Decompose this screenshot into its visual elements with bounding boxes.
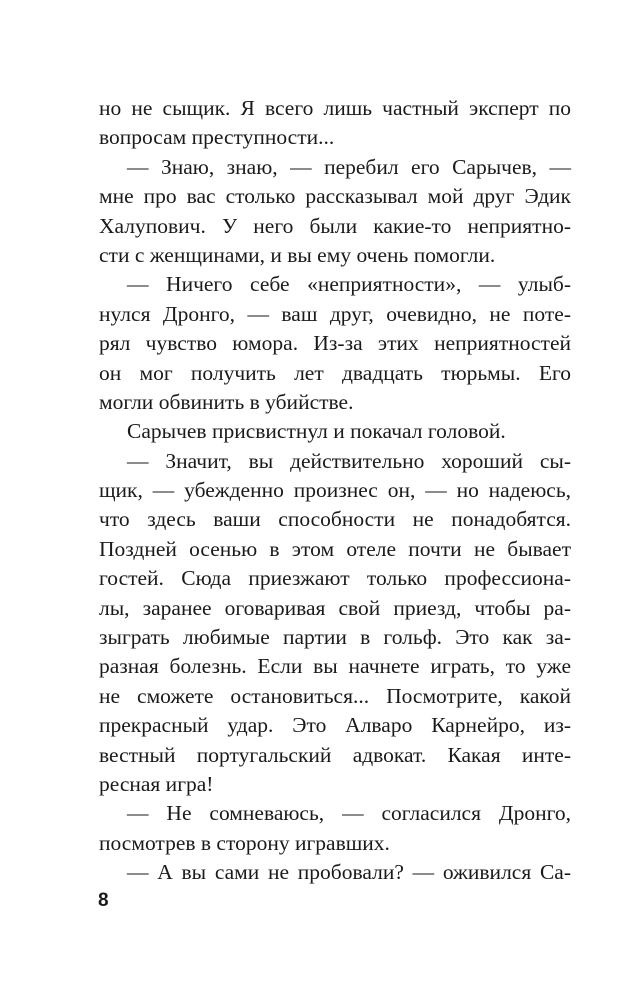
- text-line: зыграть любимые партии в гольф. Это как за-: [99, 625, 571, 650]
- text-line: Сарычев присвистнул и покачал головой.: [127, 419, 506, 444]
- text-line: — Значит, вы действительно хороший сы-: [127, 448, 571, 473]
- text-line: прекрасный удар. Это Алваро Карнейро, из-: [99, 713, 571, 738]
- text-line: разная болезнь. Если вы начнете играть, то уже: [99, 654, 571, 679]
- text-line: могли обвинить в убийстве.: [99, 389, 354, 414]
- text-line: что здесь ваши способности не понадобятся.: [99, 507, 571, 532]
- text-line: мне про вас столько рассказывал мой друг Эдик: [99, 184, 571, 209]
- text-line: — Знаю, знаю, — перебил его Сарычев, —: [127, 154, 571, 179]
- text-line: Поздней осенью в этом отеле почти не бывает: [99, 536, 571, 561]
- text-line: вопросам преступности...: [99, 125, 335, 150]
- text-line: гостей. Сюда приезжают только профессиона-: [99, 566, 571, 591]
- page-number: 8: [98, 890, 109, 911]
- text-line: нулся Дронго, — ваш друг, очевидно, не поте-: [99, 301, 571, 326]
- text-line: лы, заранее оговаривая свой приезд, чтобы ра-: [99, 595, 571, 620]
- text-line: рял чувство юмора. Из-за этих неприятностей: [99, 331, 571, 356]
- text-line: сти с женщинами, и вы ему очень помогли.: [99, 242, 496, 267]
- text-line: посмотрев в сторону игравших.: [99, 830, 390, 855]
- text-line: — Не сомневаюсь, — согласился Дронго,: [127, 801, 571, 826]
- text-line: — Ничего себе «неприятности», — улыб-: [127, 272, 571, 297]
- text-line: не сможете остановиться... Посмотрите, какой: [99, 683, 571, 708]
- body-text: [99, 94, 571, 888]
- text-line: но не сыщик. Я всего лишь частный эксперт по: [99, 96, 571, 120]
- text-line: — А вы сами не пробовали? — оживился Са-: [127, 860, 571, 885]
- text-line: вестный португальский адвокат. Какая инте-: [99, 742, 571, 767]
- text-line: Халупович. У него были какие-то неприятно-: [99, 213, 571, 238]
- text-line: ресная игра!: [99, 771, 214, 796]
- text-line: щик, — убежденно произнес он, — но надеюсь,: [99, 478, 571, 503]
- text-line: он мог получить лет двадцать тюрьмы. Его: [99, 360, 571, 385]
